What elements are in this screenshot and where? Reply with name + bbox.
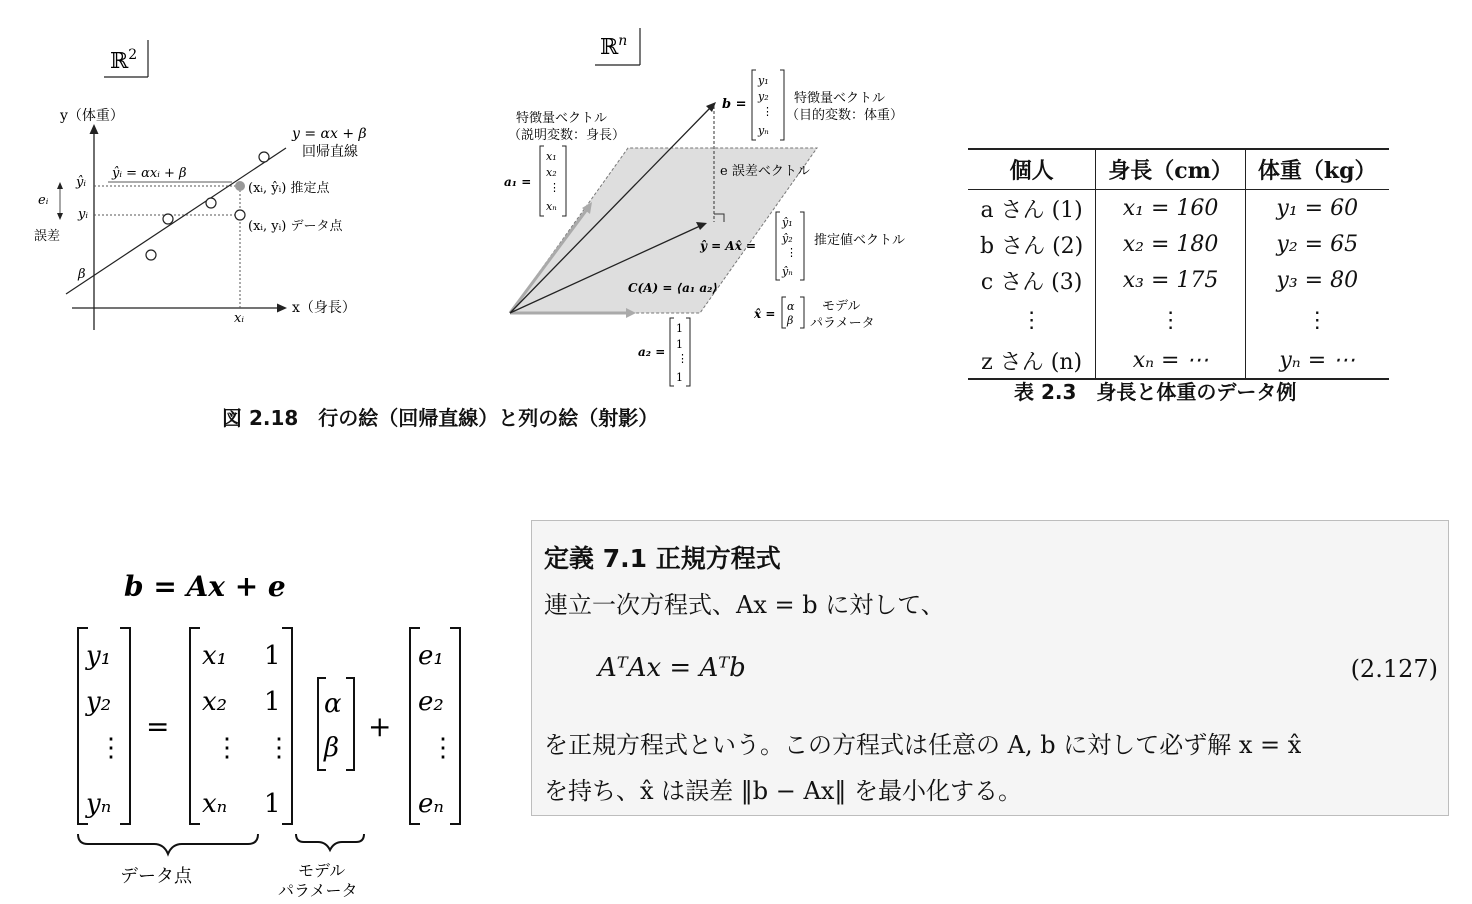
svg-text:1: 1 [676, 322, 683, 335]
table-header: 個人 [968, 149, 1096, 190]
table-row [968, 226, 1389, 262]
svg-text:e₂: e₂ [418, 687, 444, 717]
equation-top: b = Ax + e [124, 570, 286, 603]
table-cell: yₙ = ⋯ [1245, 342, 1388, 379]
svg-text:yₙ: yₙ [86, 789, 112, 819]
svg-text:（目的変数：体重）: （目的変数：体重） [786, 108, 904, 123]
data-point-label: (xᵢ, yᵢ) データ点 [248, 219, 343, 234]
definition-box [531, 520, 1449, 816]
table-caption: 表 2.3 身長と体重のデータ例 [1014, 380, 1297, 404]
svg-text:1: 1 [264, 641, 281, 671]
xhat-desc: モデル [822, 299, 861, 314]
data-point [146, 250, 156, 260]
svg-text:α: α [324, 689, 342, 719]
brace-label-model: モデル [298, 861, 346, 880]
svg-text:パラメータ: パラメータ [810, 316, 875, 331]
svg-text:β: β [787, 314, 794, 327]
xhat-label: x̂ = [754, 307, 776, 321]
svg-text:1: 1 [676, 338, 683, 351]
table-cell: x₁ = 160 [1096, 190, 1246, 227]
yhat-desc: 推定値ベクトル [814, 233, 906, 248]
data-point [163, 214, 173, 224]
svg-text:（説明変数：身長）: （説明変数：身長） [508, 128, 626, 143]
svg-text:β: β [324, 733, 340, 763]
svg-text:⋮: ⋮ [214, 733, 240, 763]
table-header: 身長（cm） [1096, 149, 1246, 190]
svg-text:y₁: y₁ [758, 74, 769, 87]
column-space-label: C(A) = ⟨a₁ a₂⟩ [628, 281, 718, 295]
table-row [968, 190, 1389, 227]
svg-text:1: 1 [264, 687, 281, 717]
equals-sign: = [146, 710, 170, 743]
svg-text:y₂: y₂ [758, 90, 769, 103]
estimated-point-label: (xᵢ, ŷᵢ) 推定点 [248, 181, 330, 196]
table-cell: b さん (2) [968, 226, 1096, 262]
definition-line3: を持ち、x̂ は誤差 ‖b − Ax‖ を最小化する。 [544, 777, 1023, 805]
svg-text:y₂: y₂ [86, 687, 112, 717]
figure-caption: 図 2.18 行の絵（回帰直線）と列の絵（射影） [222, 406, 659, 430]
svg-text:x₁: x₁ [546, 150, 557, 163]
svg-text:ŷ₂: ŷ₂ [782, 232, 793, 245]
normal-equation: AᵀAx = Aᵀb [598, 653, 746, 683]
table-cell: x₂ = 180 [1096, 226, 1246, 262]
svg-text:x₁: x₁ [202, 641, 228, 671]
error-vector-label: e 誤差ベクトル [720, 164, 810, 179]
svg-text:xₙ: xₙ [202, 789, 228, 819]
svg-text:⋮: ⋮ [98, 733, 124, 763]
svg-text:⋮: ⋮ [266, 733, 292, 763]
line-equation: y = αx + β [292, 126, 367, 142]
yhat-equation: ŷᵢ = αxᵢ + β [112, 166, 187, 181]
table-cell: y₂ = 65 [1276, 231, 1359, 257]
table-row [968, 342, 1389, 379]
b-desc: 特徴量ベクトル [794, 91, 886, 106]
definition-line1: 連立一次方程式、Ax = b に対して、 [544, 591, 945, 619]
data-point [259, 152, 269, 162]
a2-label: a₂ = [638, 345, 666, 359]
definition-line2: を正規方程式という。この方程式は任意の A, b に対して必ず解 x = x̂ [544, 731, 1302, 759]
svg-text:1: 1 [676, 371, 683, 384]
table-cell: z さん (n) [968, 342, 1096, 379]
height-weight-table [968, 148, 1389, 380]
data-point [206, 198, 216, 208]
svg-text:x₂: x₂ [202, 687, 228, 717]
data-brace [78, 834, 258, 854]
svg-text:⋮: ⋮ [549, 181, 560, 194]
svg-text:⋮: ⋮ [786, 246, 797, 259]
beta-label: β [78, 267, 86, 282]
error-label: 誤差 [34, 229, 61, 244]
a1-desc: 特徴量ベクトル [516, 111, 608, 126]
table-cell: y₁ = 60 [1276, 195, 1359, 221]
svg-text:eₙ: eₙ [418, 789, 444, 819]
svg-text:y₁: y₁ [86, 641, 112, 671]
svg-text:ŷ₁: ŷ₁ [782, 216, 793, 229]
svg-text:e₁: e₁ [418, 641, 444, 671]
table-header-row [968, 149, 1389, 190]
b-label: b = [722, 97, 747, 112]
xi-tick: xᵢ [234, 311, 244, 326]
table-cell: x₃ = 175 [1096, 262, 1246, 298]
regression-figure [0, 0, 460, 400]
estimated-point [236, 182, 245, 191]
svg-text:⋮: ⋮ [430, 733, 456, 763]
table-cell: a さん (1) [968, 190, 1096, 227]
svg-text:ŷₙ: ŷₙ [782, 265, 793, 278]
table-header: 体重（kg） [1245, 149, 1388, 190]
plus-sign: + [368, 710, 392, 743]
x-axis-label: x（身長） [292, 300, 356, 316]
svg-text:yₙ: yₙ [758, 124, 769, 137]
table-cell: xₙ = ⋯ [1096, 342, 1246, 379]
svg-text:1: 1 [264, 789, 281, 819]
table-row [968, 298, 1389, 342]
yi-tick: yᵢ [78, 207, 88, 222]
ei-tick: eᵢ [38, 193, 49, 208]
space-label-rn: ℝ$^n$ [600, 33, 628, 60]
svg-text:⋮: ⋮ [677, 352, 688, 365]
yhat-label: ŷ = Ax̂ = [700, 239, 757, 253]
table-cell: ⋮ [1096, 298, 1246, 342]
table-cell: c さん (3) [968, 262, 1096, 298]
table-row [968, 262, 1389, 298]
definition-title: 定義 7.1 正規方程式 [544, 544, 781, 573]
equation-number: (2.127) [1350, 655, 1438, 683]
svg-text:⋮: ⋮ [762, 105, 773, 118]
model-brace [296, 834, 364, 850]
svg-text:x₂: x₂ [546, 166, 557, 179]
yhat-tick: ŷᵢ [76, 175, 86, 190]
svg-text:α: α [787, 300, 795, 313]
table-cell: y₃ = 80 [1276, 267, 1359, 293]
line-name: 回帰直線 [302, 144, 358, 160]
a1-label: a₁ = [504, 175, 532, 189]
table-cell: ⋮ [1306, 307, 1329, 333]
y-axis-label: y（体重） [60, 108, 124, 124]
projection-figure [460, 0, 960, 400]
svg-text:パラメータ: パラメータ [278, 881, 358, 900]
space-label-r2: ℝ$^2$ [110, 47, 138, 74]
brace-label-data: データ点 [120, 866, 192, 887]
matrix-equation [60, 560, 480, 900]
data-point-i [235, 210, 245, 220]
svg-text:xₙ: xₙ [546, 200, 557, 213]
table-cell: ⋮ [968, 298, 1096, 342]
